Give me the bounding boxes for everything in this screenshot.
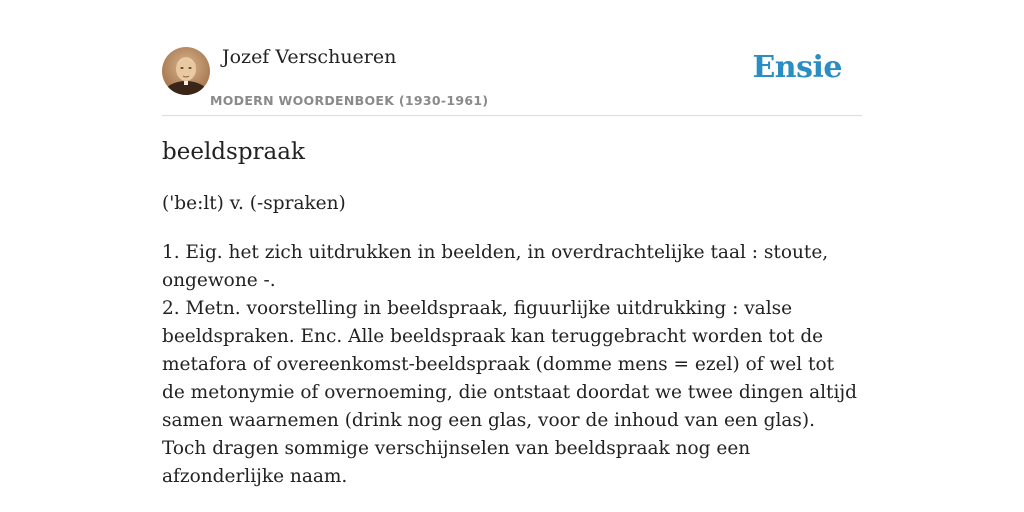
author-portrait-icon[interactable] [162, 47, 210, 95]
definition-item-2: 2. Metn. voorstelling in beeldspraak, figuurlijke uitdrukking : valse beeldspraken. Enc. Alle beeldspraak kan teruggebracht worden tot de metafora of overeenkomst-beeldspraak (domme mens = ezel) of wel tot de metonymie of overnoeming, die ontstaat doordat we twee dingen altijd samen waarnemen (drink nog een glas, voor de inhoud van een glas). Toch dragen sommige verschijnselen van beeldspraak nog een afzonderlijke naam. [162, 298, 857, 487]
author-name-link[interactable]: Jozef Verschueren [222, 46, 397, 68]
source-label: MODERN WOORDENBOEK (1930-1961) [210, 93, 489, 108]
brand-logo[interactable]: Ensie [752, 50, 842, 85]
entry-header [162, 0, 862, 116]
definition-item-1: 1. Eig. het zich uitdrukken in beelden, in overdrachtelijke taal : stoute, ongewone -. [162, 242, 829, 291]
entry-definition [162, 239, 862, 491]
entry-card [162, 0, 862, 487]
entry-term: beeldspraak [162, 139, 305, 165]
entry-grammar: ('be:lt) v. (-spraken) [162, 193, 346, 214]
